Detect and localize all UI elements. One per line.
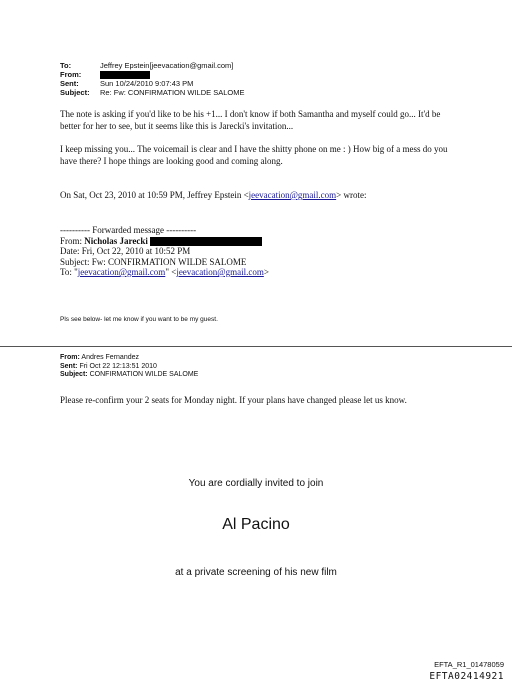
quote-prefix: On Sat, Oct 23, 2010 at 10:59 PM, Jeffrey Epstein < <box>60 190 249 200</box>
redaction-bar <box>150 237 262 246</box>
sent-label: Sent: <box>60 79 79 89</box>
invitation-name: Al Pacino <box>222 516 290 533</box>
reference-id-1: EFTA_R1_01478059 <box>434 660 504 669</box>
forward-to-mid: " < <box>165 267 177 277</box>
forward-from-name: Nicholas Jarecki <box>84 235 148 246</box>
email-header <box>60 61 244 97</box>
email2-header <box>60 354 198 380</box>
subject-row <box>60 88 244 97</box>
email2-from-row <box>60 354 198 363</box>
email2-from-label: From: <box>60 354 80 361</box>
from-row <box>60 70 244 79</box>
body-paragraph-1: The note is asking if you'd like to be his +1... I don't know if both Samantha and myself could go... It'd be better for her to see, but it seems like this is Jarecki's invitation... <box>60 109 441 131</box>
forward-to-prefix: To: " <box>60 267 78 277</box>
forward-to-link-2[interactable]: jeevacation@gmail.com <box>176 267 264 277</box>
to-value: Jeffrey Epstein[jeevacation@gmail.com] <box>100 61 234 70</box>
forward-subject: Subject: Fw: CONFIRMATION WILDE SALOME <box>60 256 247 267</box>
email2-sent-label: Sent: <box>60 362 78 370</box>
body-paragraph-2: I keep missing you... The voicemail is clear and I have the shitty phone on me : ) How big of a mess do you have there? I hope things are looking good and coming along. <box>60 144 448 166</box>
from-label: From: <box>60 70 82 79</box>
email2-sent-value: Fri Oct 22 12:13:51 2010 <box>79 362 157 370</box>
email2-sent-row <box>60 363 198 372</box>
subject-value: Re: Fw: CONFIRMATION WILDE SALOME <box>100 88 245 98</box>
quote-suffix: > wrote: <box>336 190 367 200</box>
invitation-line-2: at a private screening of his new film <box>175 567 337 578</box>
redaction-bar <box>100 71 150 79</box>
forward-from-prefix: From: <box>60 235 85 246</box>
forward-to-suffix: > <box>263 267 269 277</box>
email2-subject-row <box>60 371 198 380</box>
email2-from-value: Andres Fernandez <box>81 354 139 361</box>
quote-email-link[interactable]: jeevacation@gmail.com <box>248 190 337 200</box>
invitation-line-1: You are cordially invited to join <box>188 478 324 489</box>
forward-from-row <box>60 236 269 247</box>
quote-line <box>60 190 460 202</box>
forward-to-row <box>60 267 269 278</box>
to-label: To: <box>60 61 72 70</box>
forward-to-link-1[interactable]: jeevacation@gmail.com <box>77 267 166 277</box>
email2-subject-label: Subject: <box>60 371 88 378</box>
email2-body: Please re-confirm your 2 seats for Monday night. If your plans have changed please let us know. <box>60 395 407 405</box>
forward-separator: ---------- Forwarded message ---------- <box>60 225 197 235</box>
email2-subject-value: CONFIRMATION WILDE SALOME <box>89 371 199 378</box>
subject-label: Subject: <box>60 88 90 98</box>
sent-row <box>60 79 244 88</box>
page-divider <box>0 346 512 347</box>
forwarded-block <box>60 225 269 278</box>
forward-date: Date: Fri, Oct 22, 2010 at 10:52 PM <box>60 246 191 256</box>
reference-id-2: EFTA02414921 <box>429 671 504 682</box>
sent-value: Sun 10/24/2010 9:07:43 PM <box>100 79 194 89</box>
forward-note: Pls see below- let me know if you want to be my guest. <box>60 316 218 323</box>
to-row <box>60 61 244 70</box>
